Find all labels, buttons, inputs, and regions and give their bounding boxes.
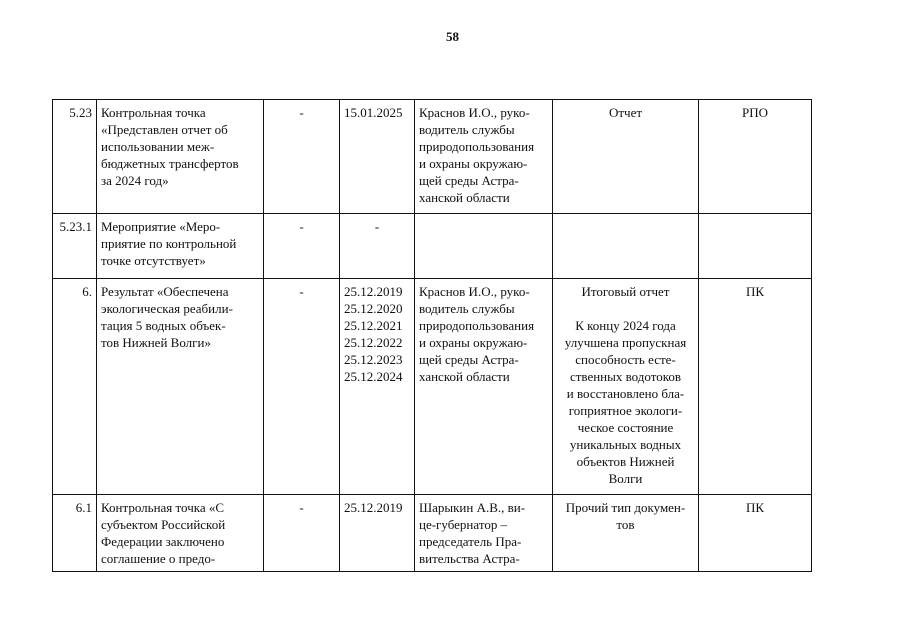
row-number: 6. [53,279,97,495]
base-value: - [264,279,340,495]
deadline-dates-line: 25.12.2023 [344,352,403,367]
responsible-person-line: Краснов И.О., руко- [419,284,530,299]
responsible-person-line: вительства Астра- [419,551,520,566]
deadline-dates [340,100,415,214]
item-name [97,214,264,279]
item-name-line: соглашение о предо- [101,551,216,566]
responsible-person-line: и охраны окружаю- [419,335,528,350]
document-description-line: гоприятное экологи- [568,403,683,418]
document-description-line: уникальных водных [569,437,682,452]
document-description-line: Волги [608,471,643,486]
base-value: - [264,214,340,279]
item-name [97,495,264,572]
deadline-dates-line: 25.12.2022 [344,335,403,350]
responsible-person [415,100,553,214]
responsible-person [415,214,553,279]
result-document [553,279,699,495]
document-description-line: и восстановлено бла- [566,386,685,401]
item-name-line: точке отсутствует» [101,253,206,268]
item-name-line: приятие по контрольной [101,236,237,251]
responsible-person-line: ханской области [419,190,510,205]
document-description-line: объектов Нижней [576,454,675,469]
item-name-line: тация 5 водных объек- [101,318,226,333]
plan-table [52,99,812,572]
table-row [53,279,812,495]
item-name-line: тов Нижней Волги» [101,335,211,350]
item-name [97,100,264,214]
responsible-person [415,279,553,495]
document-title: Отчет [608,105,643,120]
item-name-line: экологическая реабили- [101,301,233,316]
responsible-person-line: председатель Пра- [419,534,522,549]
table-row [53,495,812,572]
item-name-line: Мероприятие «Меро- [101,219,221,234]
deadline-dates-line: 25.12.2021 [344,318,403,333]
base-value: - [264,495,340,572]
document-title: Итоговый отчет [581,284,670,299]
responsible-person-line: природопользования [419,318,535,333]
document-description-line: тов [616,517,635,532]
responsible-person-line: водитель службы [419,301,515,316]
responsible-person-line: щей среды Астра- [419,352,519,367]
deadline-dates-line: 25.12.2024 [344,369,403,384]
deadline-dates-line: 25.12.2020 [344,301,403,316]
responsible-person [415,495,553,572]
item-name-line: использовании меж- [101,139,215,154]
item-name-line: Контрольная точка «С [101,500,225,515]
responsible-person-line: природопользования [419,139,535,154]
item-name-line: субъектом Российской [101,517,226,532]
responsible-person-line: це-губернатор – [419,517,508,532]
deadline-dates-line: - [374,219,380,234]
item-name-line: Федерации заключено [101,534,225,549]
responsible-person-line: Шарыкин А.В., ви- [419,500,526,515]
item-name-line: «Представлен отчет об [101,122,228,137]
item-name-line: Результат «Обеспечена [101,284,229,299]
control-type [699,214,812,279]
responsible-person-line: ханской области [419,369,510,384]
document-title: Прочий тип докумен- [565,500,686,515]
deadline-dates [340,214,415,279]
item-name-line: Контрольная точка [101,105,206,120]
item-name-line: бюджетных трансфертов [101,156,239,171]
item-name [97,279,264,495]
spacer [557,300,694,317]
responsible-person-line: Краснов И.О., руко- [419,105,530,120]
item-name-line: за 2024 год» [101,173,169,188]
row-number: 5.23 [53,100,97,214]
base-value: - [264,100,340,214]
result-document [553,214,699,279]
responsible-person-line: и охраны окружаю- [419,156,528,171]
row-number: 5.23.1 [53,214,97,279]
document-description-line: ственных водотоков [569,369,682,384]
table-row [53,214,812,279]
deadline-dates [340,495,415,572]
deadline-dates [340,279,415,495]
table-row [53,100,812,214]
result-document [553,495,699,572]
control-type: ПК [699,279,812,495]
document-description-line: К концу 2024 года [575,318,676,333]
deadline-dates-line: 25.12.2019 [344,500,403,515]
document-description-line: способность есте- [575,352,676,367]
control-type: ПК [699,495,812,572]
control-type: РПО [699,100,812,214]
result-document [553,100,699,214]
row-number: 6.1 [53,495,97,572]
deadline-dates-line: 15.01.2025 [344,105,403,120]
deadline-dates-line: 25.12.2019 [344,284,403,299]
document-description-line: улучшена пропускная [564,335,687,350]
responsible-person-line: водитель службы [419,122,515,137]
document-description-line: ческое состояние [577,420,674,435]
responsible-person-line: щей среды Астра- [419,173,519,188]
page-number: 58 [446,29,459,44]
